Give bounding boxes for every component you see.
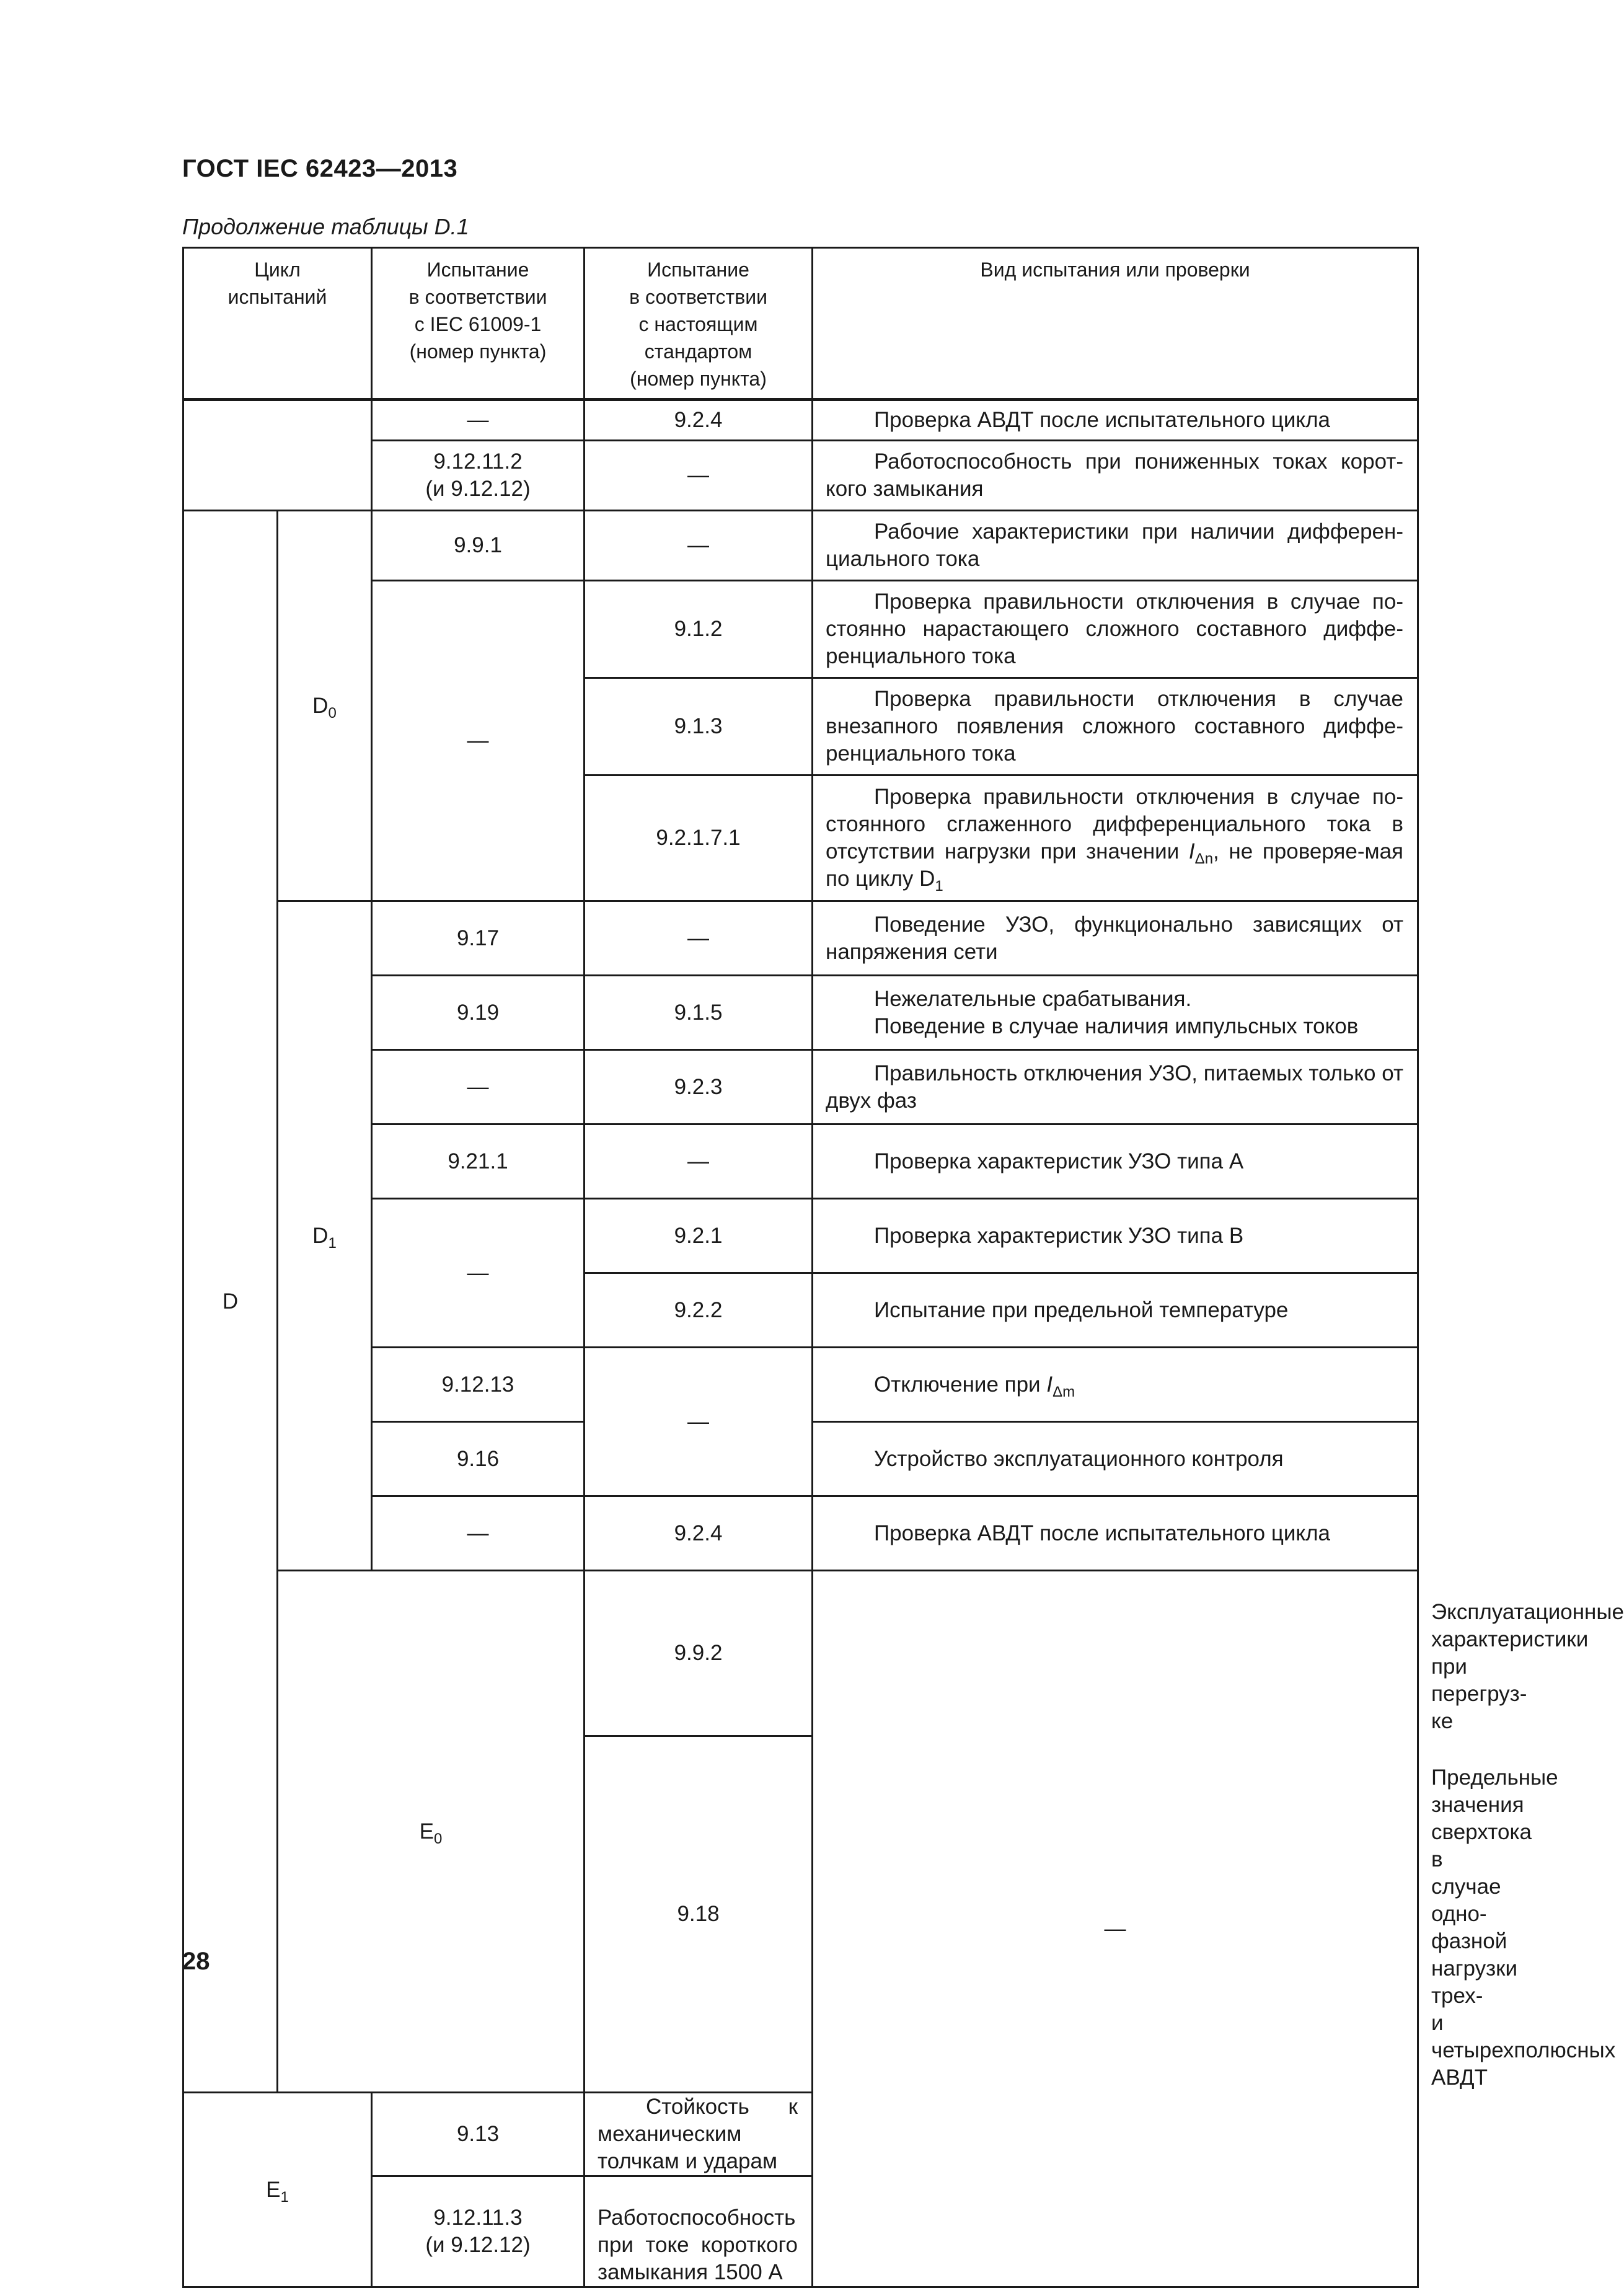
- test-description: Поведение УЗО, функционально зависящих от напряжения сети: [813, 901, 1418, 976]
- test-description: Правильность отключения УЗО, питаемых только от двух фаз: [813, 1050, 1418, 1124]
- iec-clause-cell: 9.13: [372, 2093, 585, 2176]
- standard-clause-cell: 9.1.2: [585, 581, 813, 678]
- subcycle-cell-d0: $D_0$: [278, 511, 372, 901]
- standard-clause-cell: 9.2.2: [585, 1273, 813, 1348]
- test-description: Проверка правильности отключения в случае по-стоянно нарастающего сложного составного диффе-ренциального тока: [813, 581, 1418, 678]
- iec-clause-cell: —: [372, 581, 585, 901]
- standard-clause-cell: —: [585, 441, 813, 511]
- iec-clause-cell: 9.19: [372, 976, 585, 1050]
- standard-clause-cell: —: [813, 1571, 1418, 2287]
- standard-clause-cell: 9.2.4: [585, 400, 813, 441]
- test-cycle-table: [182, 247, 1624, 2288]
- table-row: [183, 400, 1418, 441]
- header-standard-clause: Испытание в соответствии с настоящим стандартом (номер пункта): [585, 248, 813, 400]
- test-description: Проверка правильности отключения в случае по-стоянного сглаженного дифференциального тока в отсутствии нагрузки при значении $I_{\Delta n}$, не проверяе-мая по циклу $D_1$: [813, 775, 1418, 901]
- test-description: Работоспособность при пониженных токах корот-кого замыкания: [813, 441, 1418, 511]
- test-description: Нежелательные срабатывания. Поведение в случае наличия импульсных токов: [813, 976, 1418, 1050]
- table-row: $E_0$ 9.9.2 — Эксплуатационные характеристики при перегруз-ке: [183, 1571, 1418, 1736]
- iec-clause-cell: —: [372, 1050, 585, 1124]
- iec-clause-cell: 9.21.1: [372, 1124, 585, 1199]
- table-header-row: [183, 248, 1418, 400]
- test-description: Стойкость к механическим толчкам и ударам: [585, 2093, 813, 2176]
- subcycle-cell-d1: $D_1$: [278, 901, 372, 1571]
- standard-clause-cell: 9.2.4: [585, 1496, 813, 1571]
- standard-clause-cell: —: [585, 1124, 813, 1199]
- iec-clause-cell: 9.12.11.2 (и 9.12.12): [372, 441, 585, 511]
- table-row: 9.18 Предельные значения сверхтока в случае одно-фазной нагрузки трех- и четырехполюсных АВДТ: [183, 1736, 1418, 2093]
- iec-clause-cell: 9.9.2: [585, 1571, 813, 1736]
- page-number: 28: [182, 1948, 210, 1975]
- standard-clause-cell: 9.2.3: [585, 1050, 813, 1124]
- table-row: [183, 511, 1418, 581]
- iec-clause-cell: —: [372, 1496, 585, 1571]
- table-caption: Продолжение таблицы D.1: [182, 214, 469, 239]
- iec-clause-cell: 9.9.1: [372, 511, 585, 581]
- document-title: ГОСТ IEC 62423—2013: [182, 155, 458, 182]
- iec-clause-cell: 9.12.11.3 (и 9.12.12): [372, 2176, 585, 2287]
- cycle-cell-continued: [183, 400, 372, 511]
- test-description: Проверка характеристик УЗО типа А: [813, 1124, 1418, 1199]
- test-description: Проверка АВДТ после испытательного цикла: [813, 1496, 1418, 1571]
- header-test-cycle: Цикл испытаний: [183, 248, 372, 400]
- iec-clause-cell: 9.18: [585, 1736, 813, 2093]
- standard-clause-cell: —: [585, 901, 813, 976]
- iec-clause-cell: 9.16: [372, 1422, 585, 1496]
- cycle-cell-d: D: [183, 511, 278, 2093]
- table-row: [183, 901, 1418, 976]
- header-iec-61009-clause: Испытание в соответствии с IEC 61009-1 (номер пункта): [372, 248, 585, 400]
- standard-clause-cell: 9.2.1: [585, 1199, 813, 1273]
- test-description: Рабочие характеристики при наличии дифферен-циального тока: [813, 511, 1418, 581]
- test-description: Испытание при предельной температуре: [813, 1273, 1418, 1348]
- standard-clause-cell: —: [585, 1348, 813, 1496]
- test-description: Устройство эксплуатационного контроля: [813, 1422, 1418, 1496]
- iec-clause-cell: —: [372, 400, 585, 441]
- standard-clause-cell: 9.1.5: [585, 976, 813, 1050]
- test-description: Проверка АВДТ после испытательного цикла: [813, 400, 1418, 441]
- test-description: Проверка правильности отключения в случае внезапного появления сложного составного диффе-ренциального тока: [813, 678, 1418, 775]
- test-description: Проверка характеристик УЗО типа В: [813, 1199, 1418, 1273]
- iec-clause-cell: —: [372, 1199, 585, 1348]
- standard-clause-cell: 9.2.1.7.1: [585, 775, 813, 901]
- test-description: Отключение при $I_{\Delta m}$: [813, 1348, 1418, 1422]
- cycle-cell-e0: $E_0$: [278, 1571, 585, 2093]
- iec-clause-cell: 9.12.13: [372, 1348, 585, 1422]
- standard-clause-cell: 9.1.3: [585, 678, 813, 775]
- header-test-type: Вид испытания или проверки: [813, 248, 1418, 400]
- iec-clause-cell: 9.17: [372, 901, 585, 976]
- test-description: Работоспособность при токе короткого замыкания 1500 А: [585, 2176, 813, 2287]
- cycle-cell-e1: $E_1$: [183, 2093, 372, 2287]
- standard-clause-cell: —: [585, 511, 813, 581]
